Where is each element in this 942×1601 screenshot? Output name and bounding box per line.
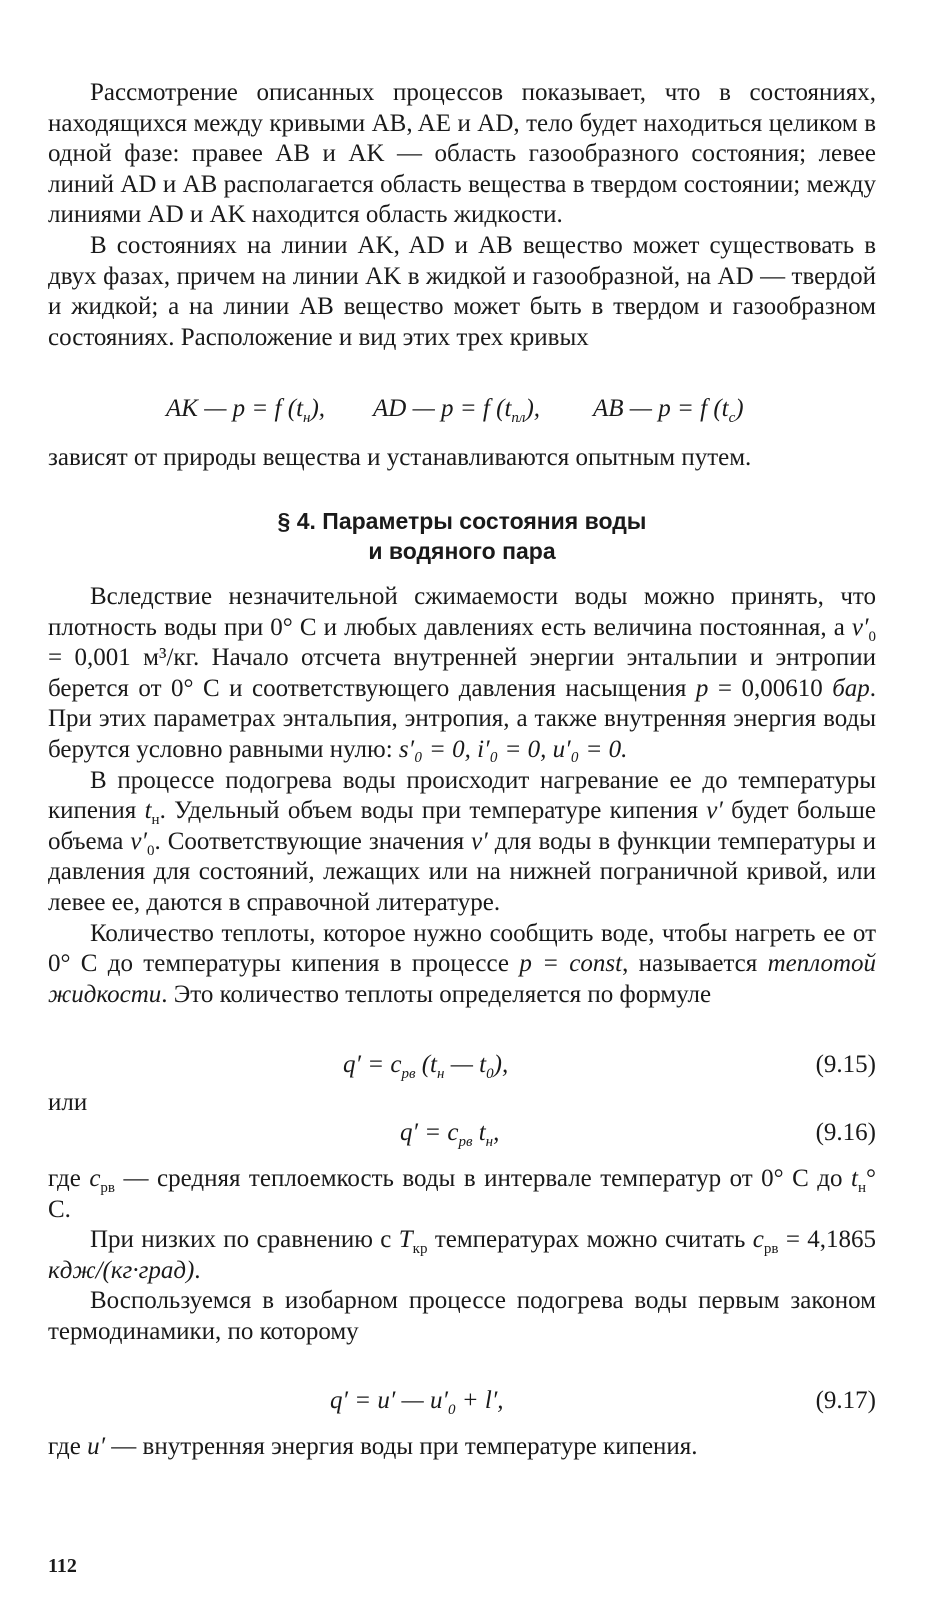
- paragraph-after-curves: зависят от природы вещества и устанавливаются опытным путем.: [48, 444, 752, 471]
- equation-9-16: $q' = c_{pв}$ $t_н$, (9.16): [400, 1119, 876, 1150]
- paragraph-water-density: Вследствие незначительной сжимаемости воды можно принять, что плотность воды при 0° С и любых давлениях есть величина постоянная, а $v'_0 = 0,001$ м³/кг. Начало отсчета внутренней энергии энтальпии и энтропии берется от 0° С и соответствующего давления насыщения p = 0,00610 бар. При этих параметрах энтальпия, энтропия, а также внутренняя энергия воды берутся условно равными нулю: s′₀ = 0, i′₀ = 0, u′₀ = 0.: [48, 583, 877, 763]
- equation-9-17: q′ = u′ — $u'_0 + l'$, (9.17): [330, 1387, 876, 1418]
- section-heading-line1: § 4. Параметры состояния воды: [277, 508, 647, 534]
- after-curves-text: [48, 443, 876, 474]
- paragraph-first-law: Воспользуемся в изобарном процессе подогрева воды первым законом термодинамики, по которому: [48, 1287, 876, 1345]
- section-heading: [48, 506, 876, 566]
- paragraph-phases: Рассмотрение описанных процессов показывает, что в состояниях, находящихся между кривыми AB, AE и AD, тело будет находиться целиком в одной фазе: правее AB и AK — область газообразного состояния; левее линий AD и AB располагается область вещества в твердом состоянии; между линиями AD и AK находится область жидкости.: [48, 79, 876, 229]
- formula-ab: AB — p = f $(t_c)$: [593, 395, 744, 426]
- word-or: или: [48, 1089, 88, 1116]
- equation-9-15: $q' = c_{pв}$ ($t_н$ — $t_0$), (9.15): [343, 1051, 876, 1082]
- paragraph-liquid-heat: Количество теплоты, которое нужно сообщить воде, чтобы нагреть ее от 0° С до температуры кипения в процессе p = const, называется теплотой жидкости. Это количество теплоты определяется по формуле: [48, 919, 877, 1008]
- page-number: 112: [48, 1555, 77, 1577]
- last-text: [48, 1432, 876, 1463]
- paragraph-where-cp: где $c_{pв}$ — средняя теплоемкость воды в интервале температур от 0° С до $t_н^\circ$ С.: [48, 1165, 876, 1223]
- section-body: [48, 582, 876, 1010]
- top-text: [48, 78, 876, 353]
- lower-body: [48, 1164, 876, 1348]
- paragraph-heating: В процессе подогрева воды происходит нагревание ее до температуры кипения $t_н$. Удельный объем воды при температуре кипения v′ будет больше объема $v'_0$. Соответствующие значения v′ для воды в функции температуры и давления для состояний, лежащих или на нижней пограничной кривой, или левее ее, даются в справочной литературе.: [48, 766, 877, 916]
- paragraph-internal-energy: где u′ — внутренняя энергия воды при температуре кипения.: [48, 1433, 698, 1460]
- formula-ad: AD — p = f $(t_{пл})$,: [373, 395, 541, 426]
- paragraph-low-temp: При низких по сравнению с $T_{кр}$ температурах можно считать $c_{pв} = 4,1865$ кдж/(кг·град).: [48, 1226, 877, 1284]
- equation-number-9-15: (9.15): [815, 1051, 876, 1078]
- curves-formula: [48, 394, 876, 434]
- formula-ak: AK — p = f $(t_н)$,: [166, 395, 326, 426]
- equation-number-9-16: (9.16): [815, 1119, 876, 1146]
- equation-number-9-17: (9.17): [815, 1387, 876, 1414]
- section-heading-line2: и водяного пара: [368, 538, 556, 564]
- paragraph-two-phases: В состояниях на линии AK, AD и AB вещество может существовать в двух фазах, причем на линии AK в жидкой и газообразной, на AD — твердой и жидкой; а на линии AB вещество может быть в твердом и газообразном состояниях. Расположение и вид этих трех кривых: [48, 231, 876, 351]
